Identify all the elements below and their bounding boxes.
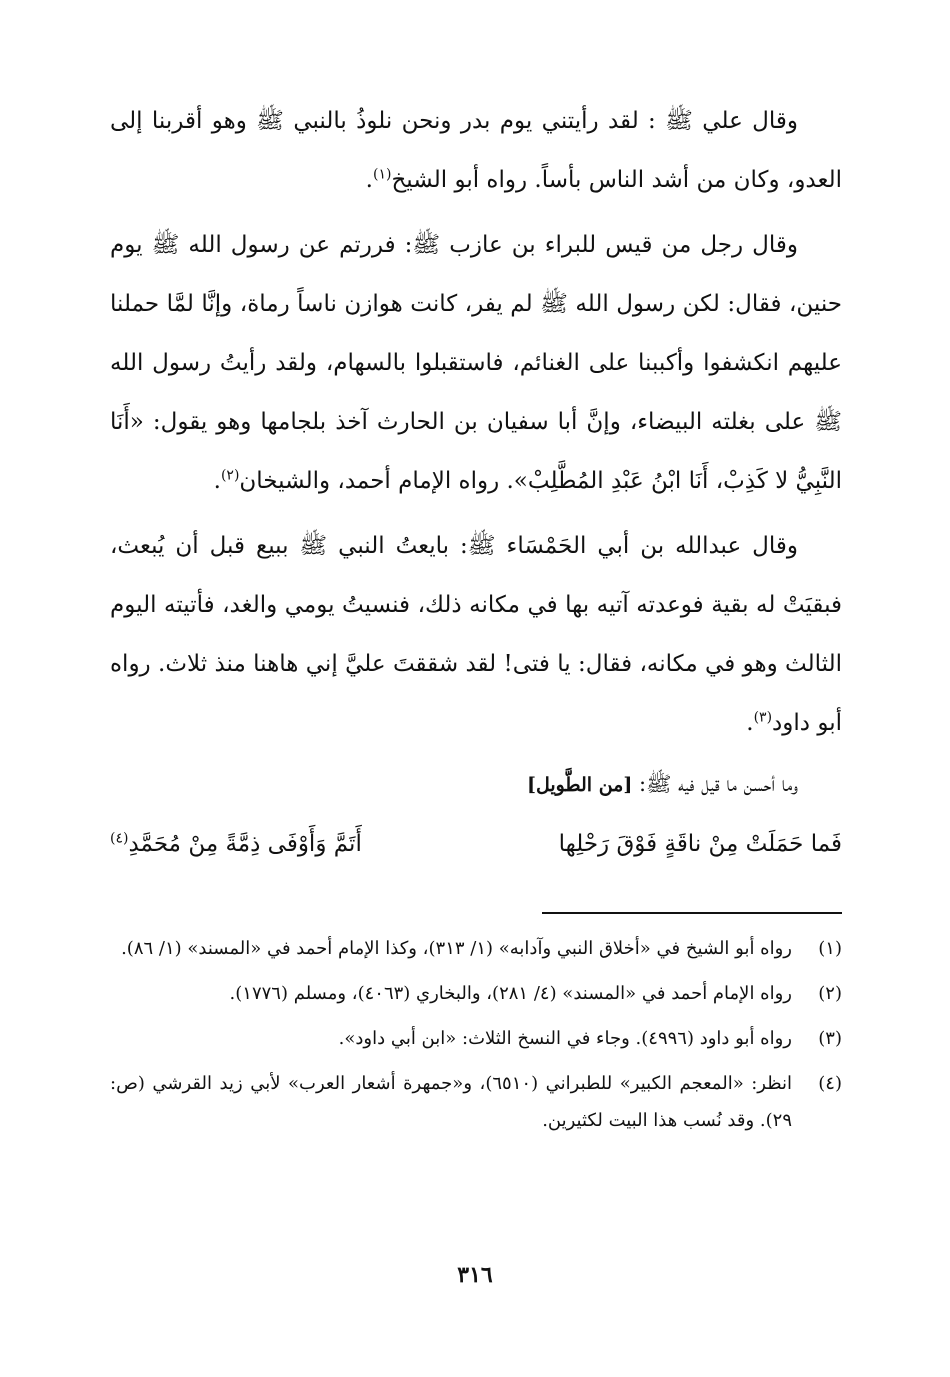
paragraph-text: وقال علي ﷺ : لقد رأيتني يوم بدر ونحن نلوذُ بالنبي ﷺ وهو أقربنا إلى العدو، وكان من أشد الناس بأساً. رواه أبو الشيخ — [110, 108, 842, 193]
paragraph-abdullah: وقال عبدالله بن أبي الحَمْسَاء ﷺ: بايعتُ النبي ﷺ ببيع قبل أن يُبعث، فبقيَتْ له بقية فوعدته آتيه بها في مكانه ذلك، فنسيتُ يومي والغد، فأتيته اليوم الثالث وهو في مكانه، فقال: يا فتى! لقد شققتَ عليَّ إني هاهنا منذ ثلاث. رواه أبو داود$^{(٣)}$. — [110, 533, 842, 736]
paragraph-text: وقال عبدالله بن أبي الحَمْسَاء ﷺ: بايعتُ النبي ﷺ ببيع قبل أن يُبعث، فبقيَتْ له بقية فوعدته آتيه بها في مكانه ذلك، فنسيتُ يومي والغد، فأتيته اليوم الثالث وهو في مكانه، فقال: يا فتى! لقد شققتَ عليَّ إني هاهنا منذ ثلاث. رواه أبو داود — [110, 533, 842, 736]
hemistich-second — [110, 814, 362, 874]
page-number: ٣١٦ — [457, 1262, 493, 1288]
footnote-mark: (١) — [372, 166, 392, 183]
page-body — [110, 92, 842, 1131]
footnote-item — [110, 930, 842, 967]
footnote-text: رواه أبو الشيخ في «أخلاق النبي وآدابه» (١/ ٣١٣)، وكذا الإمام أحمد في «المسند» (١/ ٨٦). — [121, 938, 792, 959]
poem-intro: وما أحسن ما قيل فيه ﷺ: — [639, 772, 798, 796]
poem-intro-line — [110, 759, 842, 810]
footnote-number: (٢) — [818, 983, 842, 1004]
paragraph-text: وقال رجل من قيس للبراء بن عازب ﷺ: فررتم عن رسول الله ﷺ يوم حنين، فقال: لكن رسول الله ﷺ لم يفر، كانت هوازن ناساً رماة، وإنَّا لمَّا حملنا عليهم انكشفوا وأكببنا على الغنائم، فاستقبلوا بالسهام، ولقد رأيتُ رسول الله ﷺ على بغلته البيضاء، وإنَّ أبا سفيان بن الحارث آخذ بلجامها وهو يقول: «أَنَا النَّبِيُّ لا كَذِبْ، أَنَا ابْنُ عَبْدِ المُطَّلِبْ». رواه الإمام أحمد، والشيخان — [110, 232, 842, 494]
footnote-number: (١) — [818, 938, 842, 959]
footnote-item — [110, 1065, 842, 1139]
footnote-text: رواه أبو داود (٤٩٩٦). وجاء في النسخ الثلاث: «ابن أبي داود». — [338, 1028, 792, 1049]
paragraph-ali: وقال علي ﷺ : لقد رأيتني يوم بدر ونحن نلوذُ بالنبي ﷺ وهو أقربنا إلى العدو، وكان من أشد الناس بأساً. رواه أبو الشيخ$^{(١)}$. — [110, 108, 842, 193]
footnote-mark: (٤) — [110, 830, 129, 847]
paragraph-bara: وقال رجل من قيس للبراء بن عازب ﷺ: فررتم عن رسول الله ﷺ يوم حنين، فقال: لكن رسول الله ﷺ لم يفر، كانت هوازن ناساً رماة، وإنَّا لمَّا حملنا عليهم انكشفوا وأكببنا على الغنائم، فاستقبلوا بالسهام، ولقد رأيتُ رسول الله ﷺ على بغلته البيضاء، وإنَّ أبا سفيان بن الحارث آخذ بلجامها وهو يقول: «أَنَا النَّبِيُّ لا كَذِبْ، أَنَا ابْنُ عَبْدِ المُطَّلِبْ». رواه الإمام أحمد، والشيخان$^{(٢)}$. — [110, 232, 842, 494]
poem-meter: [من الطَّويل] — [526, 774, 633, 796]
poem-verse — [110, 814, 842, 874]
footnote-mark: (٢) — [220, 467, 240, 484]
footnote-number: (٤) — [818, 1073, 842, 1094]
footnote-item — [110, 975, 842, 1012]
footnote-mark: (٣) — [753, 709, 773, 726]
footnote-divider — [542, 912, 842, 914]
footnote-number: (٣) — [818, 1028, 842, 1049]
hemistich-second-text: أَتَمَّ وَأَوْفَى ذِمَّةً مِنْ مُحَمَّدِ — [128, 831, 362, 857]
footnote-item — [110, 1020, 842, 1057]
hemistich-first: فَما حَمَلَتْ مِنْ ناقَةٍ فَوْقَ رَحْلِها — [558, 831, 842, 857]
footnote-text: رواه الإمام أحمد في «المسند» (٤/ ٢٨١)، والبخاري (٤٠٦٣)، ومسلم (١٧٧٦). — [229, 983, 792, 1004]
footnotes — [110, 930, 842, 1147]
footnote-text: انظر: «المعجم الكبير» للطبراني (٦٥١٠)، و«جمهرة أشعار العرب» لأبي زيد القرشي (ص: ٢٩). وقد نُسب هذا البيت لكثيرين. — [110, 1073, 793, 1131]
